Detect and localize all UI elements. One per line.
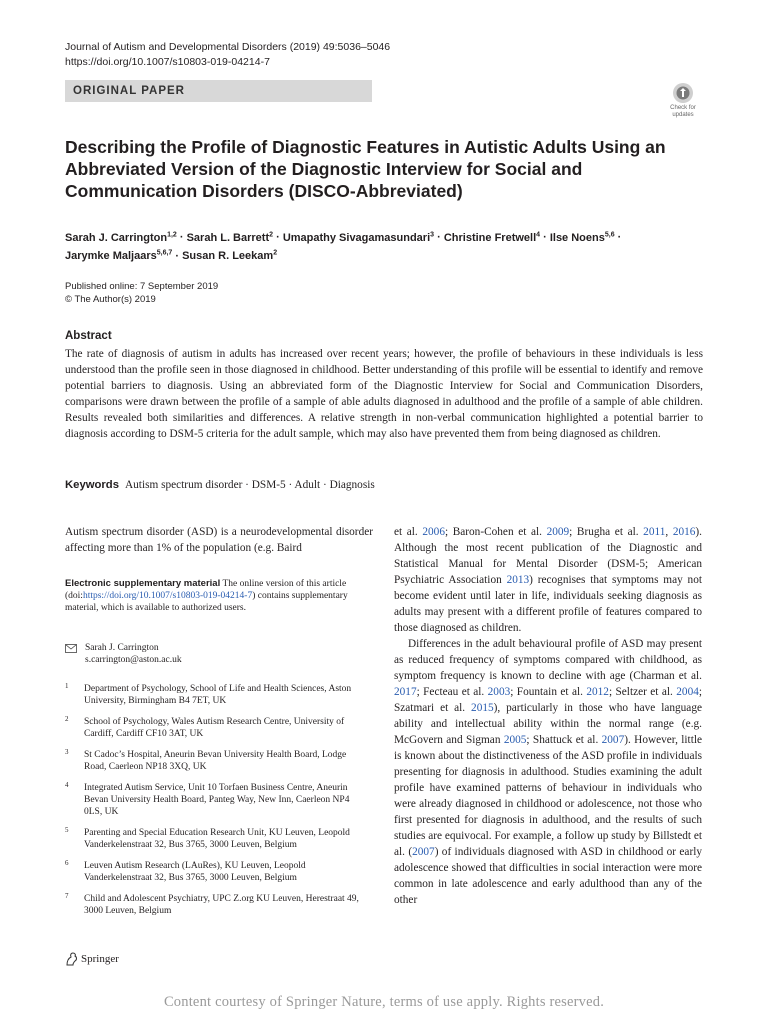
keywords-list: Autism spectrum disorder · DSM-5 · Adult · Diagnosis <box>125 479 375 491</box>
affiliation-text: Parenting and Special Education Research Unit, KU Leuven, Leopold Vanderkelenstraat 32, Bus 3765, 3000 Leuven, Belgium <box>84 828 350 850</box>
author-name: Ilse Noens <box>549 231 605 244</box>
citation-link[interactable]: 2012 <box>586 686 609 698</box>
copyright-notice: © The Author(s) 2019 <box>65 294 156 305</box>
body-paragraph-1 <box>394 524 702 636</box>
body-text: et al. <box>394 526 423 538</box>
springer-horse-icon <box>65 952 78 966</box>
paper-title: Describing the Profile of Diagnostic Features in Autistic Adults Using an Abbreviated Version of the Diagnostic Interview for Social and Communication Disorders (DISCO-Abbreviated) <box>65 137 666 201</box>
citation-link[interactable]: 2016 <box>672 526 696 538</box>
published-date: Published online: 7 September 2019 <box>65 281 219 292</box>
citation-link[interactable]: 2011 <box>643 526 666 538</box>
body-text: ), particularly in those who have language ability and intellectual ability within the normal range (e.g. McGovern and Sigman <box>394 702 702 746</box>
author-name: Jarymke Maljaars <box>65 250 157 263</box>
body-text: ; Fecteau et al. <box>416 686 488 698</box>
envelope-icon <box>65 644 77 653</box>
contact-name: Sarah J. Carrington <box>85 643 159 653</box>
author-name: Sarah L. Barrett <box>186 231 270 244</box>
author-affiliation-marker: 5,6,7 <box>156 249 173 257</box>
doi-link[interactable]: https://doi.org/10.1007/s10803-019-04214-7 <box>65 56 270 68</box>
affiliation-number: 2 <box>65 715 69 723</box>
author-name: Christine Fretwell <box>443 231 537 244</box>
body-text: ; Shattuck et al. <box>526 734 602 746</box>
citation-link[interactable]: 2009 <box>546 526 570 538</box>
author-separator: · <box>434 231 444 244</box>
supplementary-note <box>65 578 360 614</box>
author-affiliation-marker: 4 <box>536 231 541 238</box>
body-text: ; Baron-Cohen et al. <box>444 526 547 538</box>
affiliation-number: 6 <box>65 859 69 867</box>
author[interactable] <box>550 232 615 244</box>
abstract-heading: Abstract <box>65 330 112 342</box>
citation-link[interactable]: 2007 <box>601 734 625 746</box>
citation-link[interactable]: 2013 <box>506 574 530 586</box>
check-for-updates-button[interactable] <box>663 82 703 124</box>
body-text: ) recognises that symptoms may not become evident until later in life, individuals seeking diagnosis as adults may present with a different profile of features compared to those diagnosed as children. <box>394 574 702 634</box>
keywords-label: Keywords <box>65 479 119 491</box>
body-text: ; Szatmari et al. <box>394 686 702 714</box>
affiliation-text: St Cadoc’s Hospital, Aneurin Bevan University Health Board, Lodge Road, Caerleon NP18 3XQ, UK <box>84 750 347 772</box>
author-affiliation-marker: 1,2 <box>167 231 177 238</box>
affiliation-item <box>65 749 365 773</box>
citation-link[interactable]: 2017 <box>394 686 417 698</box>
affiliation-number: 3 <box>65 748 69 756</box>
author-affiliation-marker: 5,6 <box>604 231 615 238</box>
affiliation-number: 1 <box>65 682 69 690</box>
body-text: ) of individuals diagnosed with ASD in childhood or early adolescence showed that difficulties in social interaction were more common in late adolescence and early adulthood than any of the other <box>394 846 702 906</box>
author[interactable] <box>444 232 540 244</box>
body-text: ). However, little is known about the distinctiveness of the ASD profile in individuals presenting for diagnosis in adulthood. Studies examining the adult profile have examined patterns of behaviour in individuals who were already diagnosed in childhood or adolescence, not those who first presented for diagnosis in adulthood, and the results of such studies are equivocal. For example, a follow up study by Billstedt et al. ( <box>394 734 702 858</box>
abstract-text: The rate of diagnosis of autism in adults has increased over recent years; however, the profile of behaviours in these individuals is less understood than the profile seen in those diagnosed in childhood. Better understanding of this profile will be essential to identify and remove potential barriers to diagnosis. Using an abbreviated form of the Diagnostic Interview for Social and Communication Disorders, comparisons were drawn between the profile of a sample of able adults diagnosed in adulthood and the profile of a sample of able children. Results revealed both similarities and differences. A relative strength in non-verbal communication highlighted a potential barrier to diagnosis according to DSM-5 criteria for the adult sample, which may also have prevented them from being diagnosed as children. <box>65 348 703 440</box>
check-updates-icon <box>663 82 703 106</box>
author-separator: · <box>176 231 187 244</box>
check-updates-label: Check for updates <box>670 105 696 118</box>
esm-post: ) contains supplementary material, which is available to authorized users. <box>65 591 348 613</box>
body-text: ; Fountain et al. <box>510 686 587 698</box>
citation-link[interactable]: 2003 <box>487 686 511 698</box>
keywords <box>65 478 705 492</box>
corresponding-author <box>65 642 365 666</box>
journal-header <box>65 40 390 70</box>
author[interactable] <box>283 232 434 244</box>
body-paragraph-2 <box>394 636 702 908</box>
author[interactable] <box>65 250 172 262</box>
affiliation-number: 7 <box>65 892 69 900</box>
publisher-name: Springer <box>81 953 119 965</box>
journal-citation: Journal of Autism and Developmental Disorders (2019) 49:5036–5046 <box>65 41 391 53</box>
author[interactable] <box>187 232 273 244</box>
body-text: ; Brugha et al. <box>569 526 644 538</box>
author-separator: · <box>540 231 550 244</box>
body-text: ; Seltzer et al. <box>608 686 677 698</box>
courtesy-notice: Content courtesy of Springer Nature, terms of use apply. Rights reserved. <box>163 994 605 1010</box>
affiliation-item <box>65 860 365 884</box>
author[interactable] <box>182 250 277 262</box>
affiliation-text: School of Psychology, Wales Autism Research Centre, University of Cardiff, Cardiff CF10 3AT, UK <box>84 717 345 739</box>
publication-info <box>65 280 218 306</box>
affiliation-text: Integrated Autism Service, Unit 10 Torfaen Business Centre, Aneurin Bevan University Health Board, Panteg Way, New Inn, Caerleon NP4 0LS, UK <box>84 783 350 817</box>
author-name: Umapathy Sivagamasundari <box>282 231 431 244</box>
author-name: Sarah J. Carrington <box>65 231 168 244</box>
affiliation-text: Leuven Autism Research (LAuRes), KU Leuven, Leopold Vanderkelenstraat 32, Bus 3765, 3000 Leuven, Belgium <box>84 861 306 883</box>
affiliation-number: 4 <box>65 781 69 789</box>
author[interactable] <box>65 232 177 244</box>
body-text: ). Although the most recent publication of the Diagnostic and Statistical Manual for Mental Disorder (DSM-5; American Psychiatric Association <box>394 526 702 586</box>
affiliation-item <box>65 716 365 740</box>
citation-link[interactable]: 2006 <box>422 526 445 538</box>
affiliation-number: 5 <box>65 826 69 834</box>
citation-link[interactable]: 2005 <box>503 734 527 746</box>
citation-link[interactable]: 2007 <box>412 846 435 858</box>
author-affiliation-marker: 2 <box>273 249 278 257</box>
body-left-intro: Autism spectrum disorder (ASD) is a neurodevelopmental disorder affecting more than 1% of the population (e.g. Baird <box>65 526 373 554</box>
publisher-logo <box>65 952 119 966</box>
author-list <box>65 227 715 264</box>
esm-pre: The online version of this article (doi: <box>65 579 347 601</box>
citation-link[interactable]: 2015 <box>471 702 494 714</box>
body-text: , <box>665 526 673 538</box>
body-text: Differences in the adult behavioural profile of ASD may present as reduced frequency of symptoms compared with childhood, as symptom frequency is known to decline with age (Charman et al. <box>394 638 702 682</box>
esm-label: Electronic supplementary material <box>65 578 221 589</box>
body-right-column <box>394 524 702 908</box>
author-name: Susan R. Leekam <box>182 250 274 263</box>
affiliation-item <box>65 827 365 851</box>
affiliation-item <box>65 683 365 707</box>
author-affiliation-marker: 3 <box>430 231 435 238</box>
esm-doi-link[interactable]: https://doi.org/10.1007/s10803-019-04214-7 <box>82 591 253 601</box>
affiliation-text: Department of Psychology, School of Life and Health Sciences, Aston University, Birmingham B4 7ET, UK <box>84 684 352 706</box>
section-label: ORIGINAL PAPER <box>65 80 372 102</box>
contact-email[interactable]: s.carrington@aston.ac.uk <box>85 655 182 665</box>
author-separator: · <box>273 231 283 244</box>
affiliations-list <box>65 683 365 926</box>
citation-link[interactable]: 2004 <box>676 686 699 698</box>
author-affiliation-marker: 2 <box>269 231 274 238</box>
author-separator: · <box>614 231 622 244</box>
affiliation-text: Child and Adolescent Psychiatry, UPC Z.org KU Leuven, Herestraat 49, 3000 Leuven, Belgium <box>84 894 359 916</box>
affiliation-item <box>65 782 365 818</box>
affiliation-item <box>65 893 365 917</box>
author-separator: · <box>172 250 183 263</box>
